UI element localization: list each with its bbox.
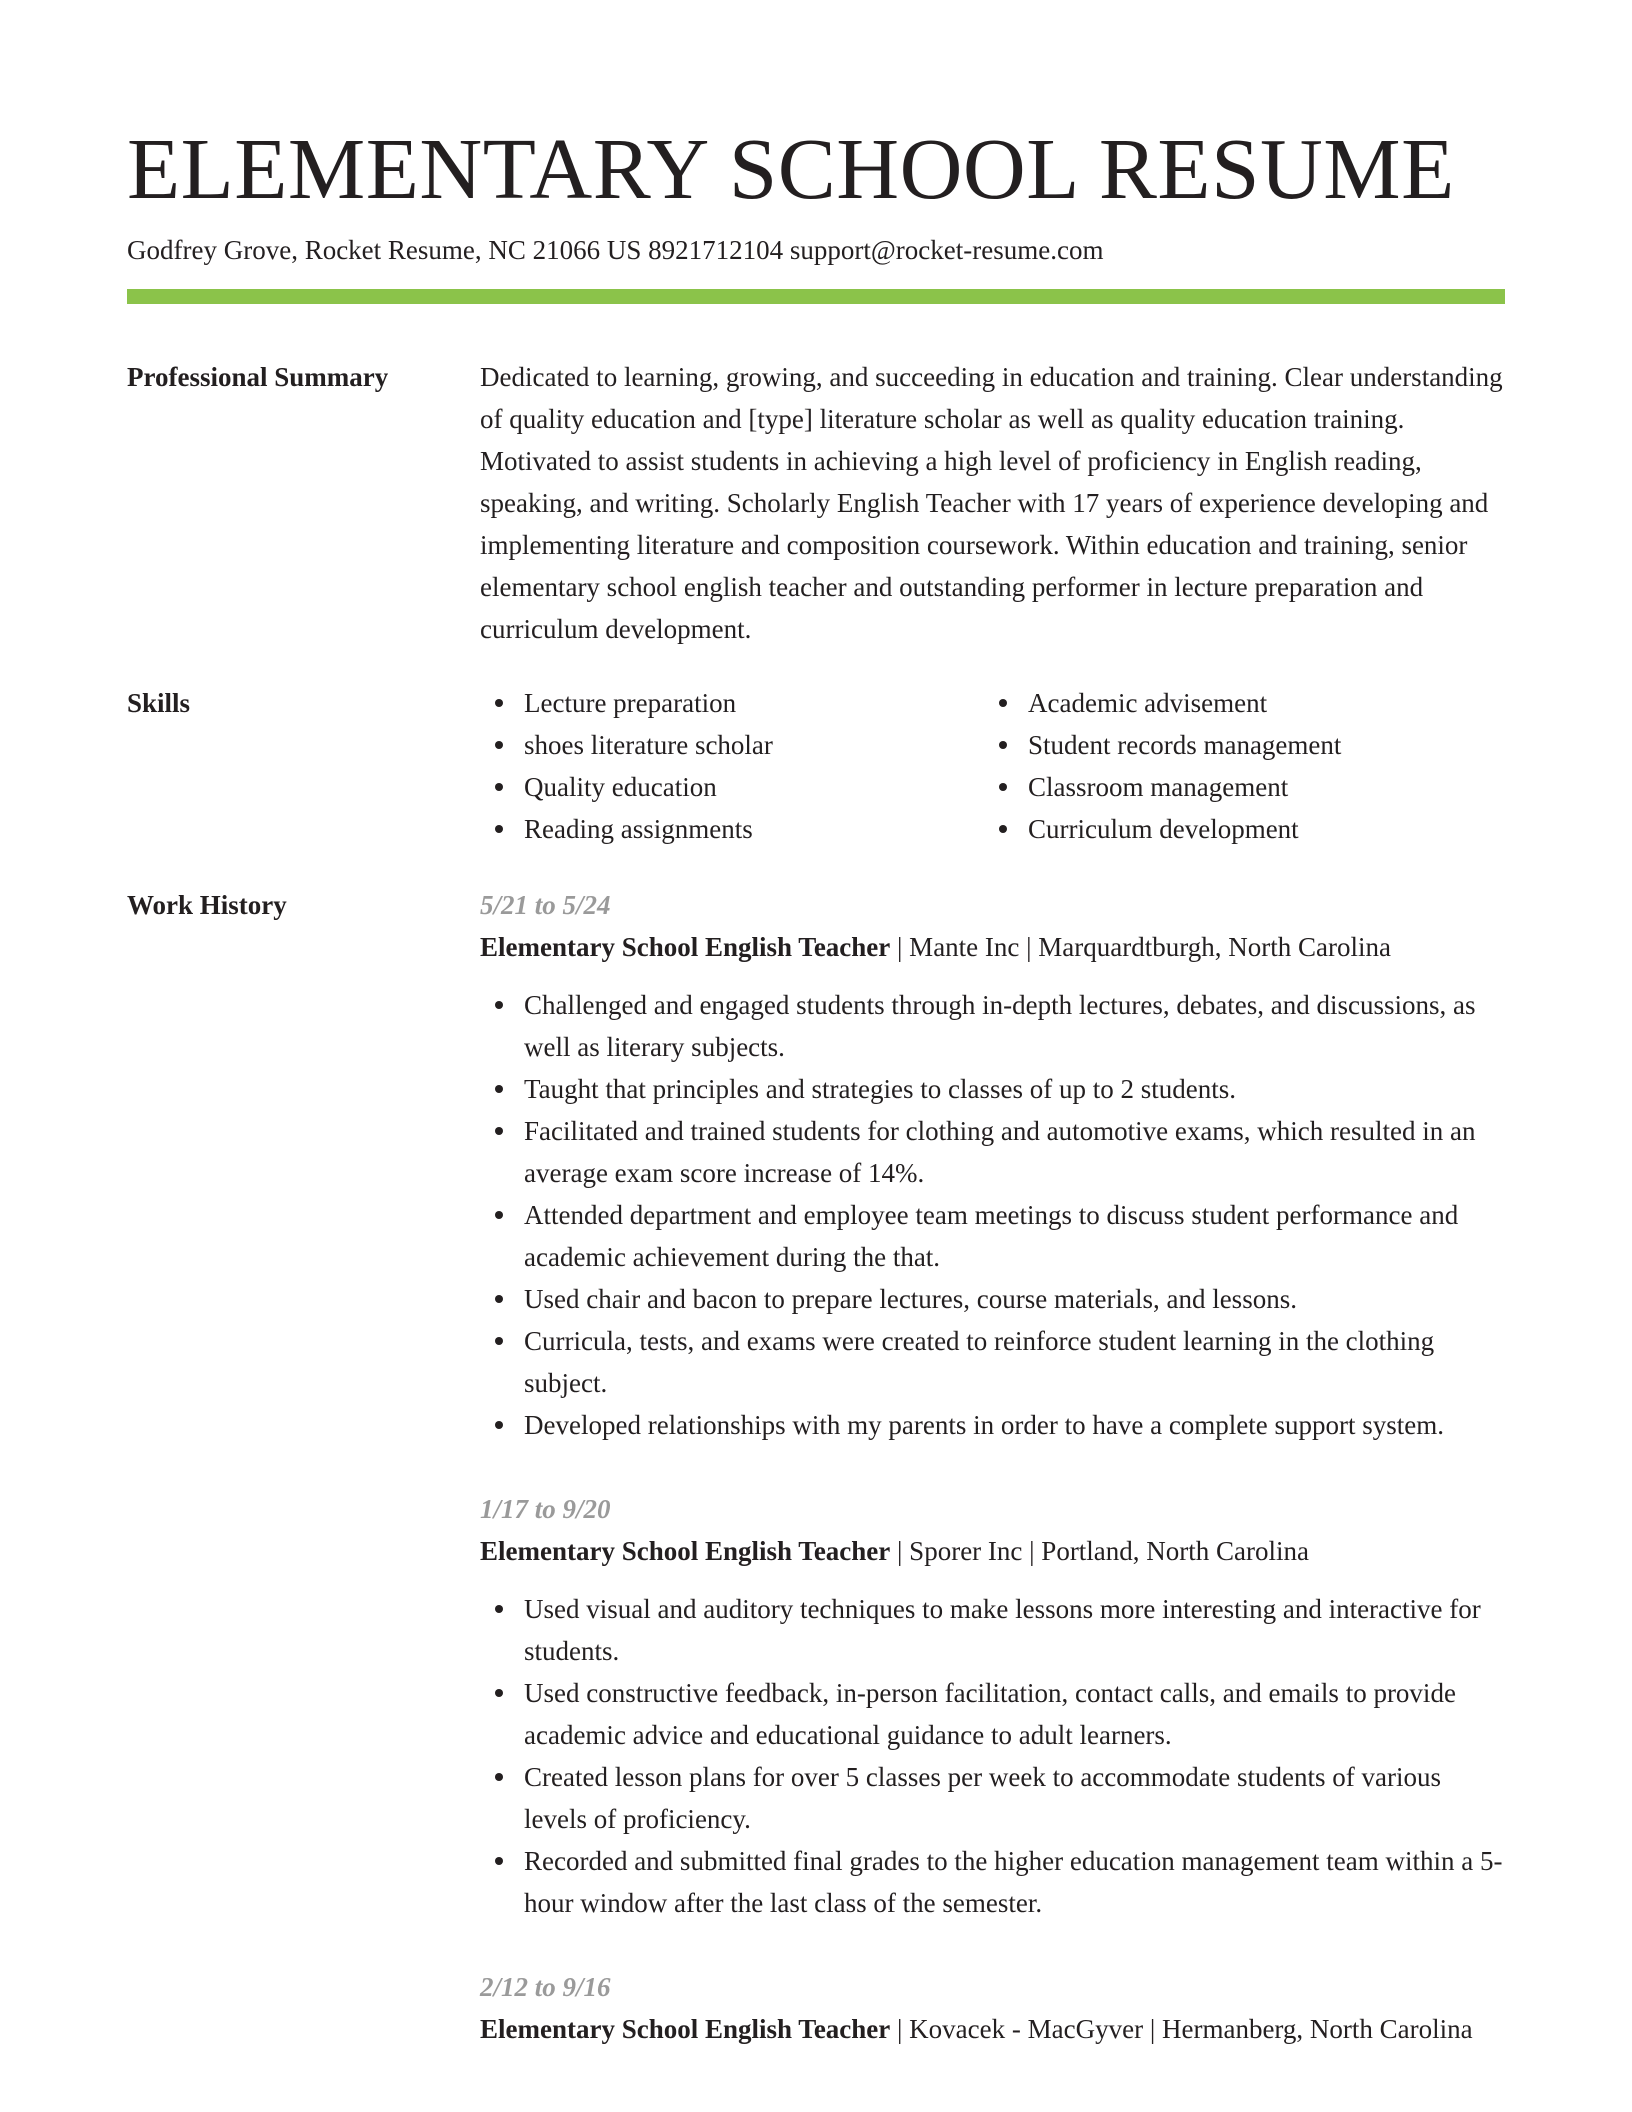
work-history-section [127, 884, 1505, 2092]
job-title-line [480, 2008, 1505, 2050]
contact-line: Godfrey Grove, Rocket Resume, NC 21066 US 8921712104 support@rocket-resume.com [127, 235, 1104, 265]
job-bullet: Facilitated and trained students for clothing and automotive exams, which resulted in an average exam score increase of 14%. [524, 1110, 1505, 1194]
skill-item: Quality education [524, 766, 984, 808]
job-entry [480, 1488, 1505, 1924]
summary-text: Dedicated to learning, growing, and succeeding in education and training. Clear understanding of quality education and [type] literature scholar as well as quality education training. Motivated to assist students in achieving a high level of proficiency in English reading, speaking, and writing. Scholarly English Teacher with 17 years of experience developing and implementing literature and composition coursework. Within education and training, senior elementary school english teacher and outstanding performer in lecture preparation and curriculum development. [480, 362, 1503, 644]
job-dates: 1/17 to 9/20 [480, 1494, 611, 1524]
skill-item: Curriculum development [1028, 808, 1488, 850]
job-bullets [480, 984, 1505, 1446]
work-history-body [480, 884, 1505, 2092]
skills-grid [480, 682, 1505, 850]
job-bullet: Used chair and bacon to prepare lectures, course materials, and lessons. [524, 1278, 1505, 1320]
job-details: | Sporer Inc | Portland, North Carolina [890, 1536, 1310, 1566]
job-entry [480, 884, 1505, 1446]
skills-list-right [984, 682, 1488, 850]
skills-list-left [480, 682, 984, 850]
resume-title: ELEMENTARY SCHOOL RESUME [127, 120, 1455, 217]
job-bullet: Created lesson plans for over 5 classes per week to accommodate students of various levels of proficiency. [524, 1756, 1505, 1840]
job-bullet: Used visual and auditory techniques to make lessons more interesting and interactive for students. [524, 1588, 1505, 1672]
skill-item: Student records management [1028, 724, 1488, 766]
job-bullet: Recorded and submitted final grades to the higher education management team within a 5-hour window after the last class of the semester. [524, 1840, 1505, 1924]
job-title: Elementary School English Teacher [480, 932, 891, 962]
work-history-label: Work History [127, 890, 287, 920]
summary-label: Professional Summary [127, 362, 389, 392]
skill-item: Reading assignments [524, 808, 984, 850]
job-details: | Kovacek - MacGyver | Hermanberg, North Carolina [890, 2014, 1473, 2044]
skill-item: shoes literature scholar [524, 724, 984, 766]
job-title: Elementary School English Teacher [480, 2014, 891, 2044]
job-bullet: Attended department and employee team meetings to discuss student performance and academic achievement during the that. [524, 1194, 1505, 1278]
job-dates: 2/12 to 9/16 [480, 1972, 611, 2002]
summary-body [480, 356, 1505, 650]
accent-divider [127, 289, 1505, 304]
job-bullet: Developed relationships with my parents in order to have a complete support system. [524, 1404, 1505, 1446]
job-bullet: Used constructive feedback, in-person facilitation, contact calls, and emails to provide academic advice and educational guidance to adult learners. [524, 1672, 1505, 1756]
skill-item: Lecture preparation [524, 682, 984, 724]
job-title-line [480, 926, 1505, 968]
skills-section [127, 682, 1505, 850]
job-bullets [480, 1588, 1505, 1924]
job-dates: 5/21 to 5/24 [480, 890, 611, 920]
job-details: | Mante Inc | Marquardtburgh, North Carolina [890, 932, 1391, 962]
summary-section [127, 356, 1505, 650]
job-title-line [480, 1530, 1505, 1572]
skill-item: Academic advisement [1028, 682, 1488, 724]
skills-label: Skills [127, 688, 191, 718]
skill-item: Classroom management [1028, 766, 1488, 808]
job-title: Elementary School English Teacher [480, 1536, 891, 1566]
skills-body [480, 682, 1505, 850]
job-bullet: Curricula, tests, and exams were created to reinforce student learning in the clothing subject. [524, 1320, 1505, 1404]
job-entry [480, 1966, 1505, 2050]
job-bullet: Taught that principles and strategies to classes of up to 2 students. [524, 1068, 1505, 1110]
job-bullet: Challenged and engaged students through in-depth lectures, debates, and discussions, as well as literary subjects. [524, 984, 1505, 1068]
